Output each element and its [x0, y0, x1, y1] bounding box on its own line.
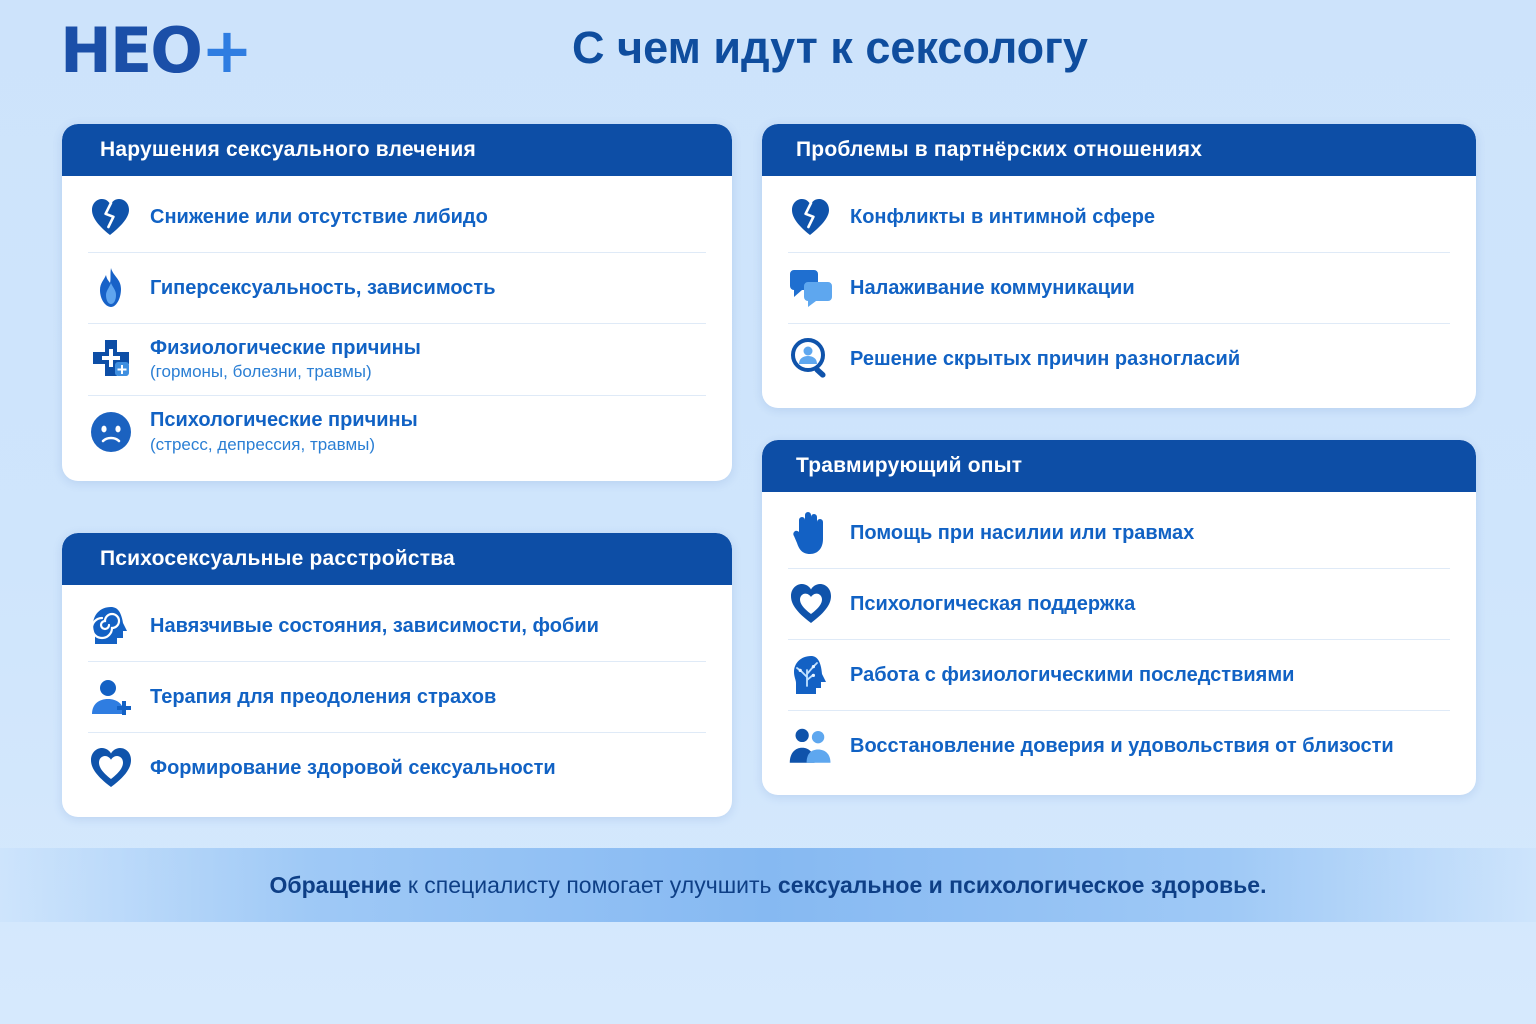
list-item-label: Конфликты в интимной сфере	[850, 205, 1156, 228]
list-item-label	[150, 408, 418, 455]
magnifier-person-icon	[788, 336, 834, 382]
footer-strong: сексуальное и психологическое здоровье.	[777, 871, 1267, 898]
list-item	[788, 324, 1450, 394]
list-item-label: Работа с физиологическими последствиями	[850, 663, 1295, 686]
footer-lead: Обращение	[269, 871, 402, 898]
list-item	[88, 662, 706, 733]
list-item-label: Решение скрытых причин разногласий	[850, 347, 1241, 370]
list-item-label: Психологическая поддержка	[850, 592, 1136, 615]
list-item	[788, 182, 1450, 253]
card-partner-relations-items	[762, 176, 1476, 408]
sad-face-icon	[88, 409, 134, 455]
list-item-label: Помощь при насилии или травмах	[850, 521, 1195, 544]
footer-text	[270, 872, 1267, 899]
list-item-label: Восстановление доверия и удовольствия от близости	[850, 734, 1394, 757]
flame-icon	[88, 265, 134, 311]
list-item-sub: (стресс, депрессия, травмы)	[150, 434, 376, 454]
heart-shield-icon	[88, 745, 134, 791]
list-item	[788, 569, 1450, 640]
footer-banner	[0, 848, 1536, 922]
card-desire-items	[62, 176, 732, 481]
head-spiral-icon	[88, 603, 134, 649]
medical-cross-icon	[88, 337, 134, 383]
list-item-label: Терапия для преодоления страхов	[150, 685, 497, 708]
person-plus-icon	[88, 674, 134, 720]
list-item-label: Формирование здоровой сексуальности	[150, 756, 556, 779]
card-traumatic-experience-title: Травмирующий опыт	[762, 440, 1476, 492]
brand-logo	[60, 14, 251, 87]
card-partner-relations	[762, 124, 1476, 408]
list-item	[788, 498, 1450, 569]
brain-tree-icon	[788, 652, 834, 698]
list-item	[788, 711, 1450, 781]
broken-heart-icon	[88, 194, 134, 240]
list-item	[88, 591, 706, 662]
list-item-label: Навязчивые состояния, зависимости, фобии	[150, 614, 599, 637]
list-item-sub: (гормоны, болезни, травмы)	[150, 362, 372, 382]
heart-hands-icon	[788, 581, 834, 627]
list-item	[88, 182, 706, 253]
list-item-label	[150, 336, 421, 383]
list-item	[788, 253, 1450, 324]
card-psychosexual	[62, 533, 732, 817]
card-traumatic-experience-items	[762, 492, 1476, 795]
footer-middle: к специалисту помогает улучшить	[401, 871, 778, 898]
card-desire-title: Нарушения сексуального влечения	[62, 124, 732, 176]
list-item-label: Гиперсексуальность, зависимость	[150, 276, 496, 299]
card-desire	[62, 124, 732, 481]
brand-plus: +	[200, 14, 251, 87]
list-item-main: Психологические причины	[150, 409, 418, 432]
broken-heart-icon	[788, 194, 834, 240]
header	[0, 0, 1536, 110]
brand-name: НЕО	[60, 14, 201, 87]
chat-bubbles-icon	[788, 265, 834, 311]
list-item-label: Снижение или отсутствие либидо	[150, 205, 488, 228]
list-item-main: Физиологические причины	[150, 337, 421, 359]
list-item	[88, 733, 706, 803]
page-title: С чем идут к сексологу	[572, 22, 1088, 73]
list-item	[788, 640, 1450, 711]
list-item	[88, 396, 706, 467]
card-psychosexual-items	[62, 585, 732, 817]
card-partner-relations-title: Проблемы в партнёрских отношениях	[762, 124, 1476, 176]
couple-hug-icon	[788, 723, 834, 769]
list-item	[88, 324, 706, 396]
list-item	[88, 253, 706, 324]
card-traumatic-experience	[762, 440, 1476, 795]
card-psychosexual-title: Психосексуальные расстройства	[62, 533, 732, 585]
stop-hand-icon	[788, 510, 834, 556]
list-item-label: Налаживание коммуникации	[850, 276, 1135, 299]
